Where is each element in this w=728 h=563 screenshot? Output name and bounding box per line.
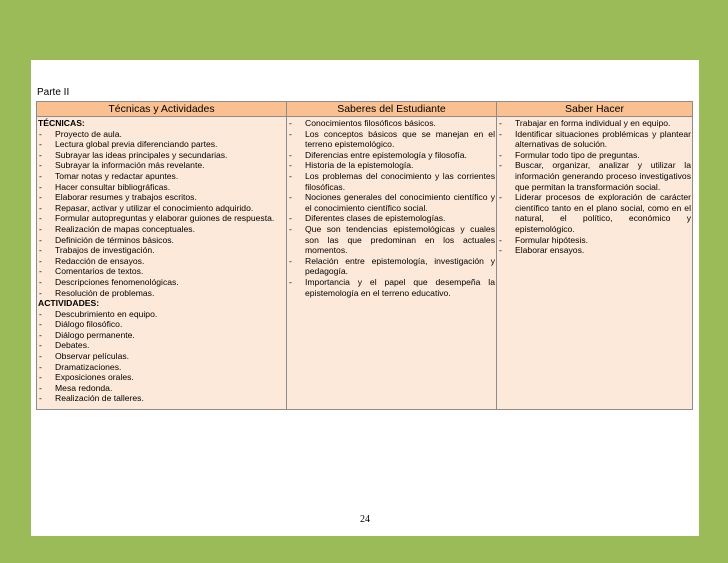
header-saberes: Saberes del Estudiante <box>287 102 497 117</box>
list-item <box>498 192 691 234</box>
bullet-dash: - <box>39 372 42 383</box>
bullet-dash: - <box>289 255 292 266</box>
bullet-dash: - <box>39 319 42 330</box>
list-item-text: Observar películas. <box>55 351 130 362</box>
bullet-dash: - <box>39 361 42 372</box>
list-item <box>498 150 691 161</box>
list-item-text: Los problemas del conocimiento y las corrientes filosóficas. <box>305 170 495 192</box>
list-item <box>288 160 495 171</box>
bullet-dash: - <box>39 202 42 213</box>
bullet-dash: - <box>39 128 42 139</box>
list-item <box>38 393 285 404</box>
bullet-dash: - <box>39 276 42 287</box>
list-item <box>498 129 691 150</box>
list-item-text: Elaborar resumes y trabajos escritos. <box>55 192 197 203</box>
bullet-dash: - <box>499 160 502 171</box>
competencies-table <box>36 101 693 410</box>
bullet-dash: - <box>39 234 42 245</box>
list-item <box>38 288 285 299</box>
list-item-text: Mesa redonda. <box>55 382 113 393</box>
bullet-dash: - <box>499 118 502 128</box>
list-item <box>38 256 285 267</box>
tecnicas-list <box>38 129 285 299</box>
list-item-text: Identificar situaciones problémicas y plantear alternativas de solución. <box>515 128 691 150</box>
list-item-text: Descubrimiento en equipo. <box>55 308 158 319</box>
bullet-dash: - <box>289 192 292 203</box>
list-item <box>288 213 495 224</box>
list-item-text: Resolución de problemas. <box>55 287 155 298</box>
list-item <box>38 139 285 150</box>
list-item <box>38 192 285 203</box>
list-item <box>38 213 285 224</box>
list-item <box>38 203 285 214</box>
bullet-dash: - <box>289 128 292 139</box>
bullet-dash: - <box>289 149 292 160</box>
list-item <box>38 150 285 161</box>
saber-hacer-cell <box>497 117 693 410</box>
tecnicas-label: TÉCNICAS: <box>38 118 85 128</box>
list-item <box>38 330 285 341</box>
header-tecnicas: Técnicas y Actividades <box>37 102 287 117</box>
list-item-text: Diálogo permanente. <box>55 329 135 340</box>
bullet-dash: - <box>39 329 42 340</box>
list-item-text: Liderar procesos de exploración de carácter científico tanto en el plano social, como en el natural, el político, económico y epistemológico. <box>515 192 691 234</box>
bullet-dash: - <box>39 245 42 256</box>
bullet-dash: - <box>499 245 502 256</box>
list-item-text: Elaborar ensayos. <box>515 245 585 256</box>
saber-hacer-list <box>498 118 691 256</box>
list-item-text: Importancia y el papel que desempeña la epistemología en el terreno educativo. <box>305 276 495 298</box>
bullet-dash: - <box>289 170 292 181</box>
bullet-dash: - <box>39 287 42 298</box>
actividades-label: ACTIVIDADES: <box>38 298 100 309</box>
bullet-dash: - <box>289 118 292 128</box>
list-item <box>38 235 285 246</box>
bullet-dash: - <box>499 234 502 245</box>
bullet-dash: - <box>39 382 42 393</box>
bullet-dash: - <box>499 192 502 203</box>
list-item-text: Diferentes clases de epistemologías. <box>305 213 446 224</box>
list-item <box>38 182 285 193</box>
bullet-dash: - <box>39 139 42 150</box>
list-item <box>38 171 285 182</box>
document-page <box>31 60 699 536</box>
list-item-text: Nociones generales del conocimiento científico y el conocimiento científico social. <box>305 192 495 213</box>
list-item <box>498 118 691 129</box>
list-item <box>288 256 495 277</box>
list-item-text: Realización de mapas conceptuales. <box>55 223 195 234</box>
list-item-text: Diferencias entre epistemología y filosofía. <box>305 149 467 160</box>
list-item-text: Realización de talleres. <box>55 393 144 404</box>
list-item-text: Lectura global previa diferenciando partes. <box>55 139 218 150</box>
bullet-dash: - <box>39 308 42 319</box>
list-item-text: Conocimientos filosóficos básicos. <box>305 118 436 128</box>
list-item-text: Dramatizaciones. <box>55 361 122 372</box>
list-item <box>38 245 285 256</box>
list-item <box>38 309 285 320</box>
page-number: 24 <box>360 514 370 525</box>
header-saber-hacer: Saber Hacer <box>497 102 693 117</box>
list-item-text: Formular todo tipo de preguntas. <box>515 149 640 160</box>
list-item-text: Relación entre epistemología, investigación y pedagogía. <box>305 255 495 277</box>
list-item <box>288 129 495 150</box>
bullet-dash: - <box>39 351 42 362</box>
bullet-dash: - <box>39 340 42 351</box>
list-item-text: Los conceptos básicos que se manejan en el terreno epistemológico. <box>305 128 495 150</box>
table-body-row <box>37 117 693 410</box>
list-item <box>38 362 285 373</box>
list-item <box>38 383 285 394</box>
bullet-dash: - <box>39 192 42 203</box>
list-item-text: Hacer consultar bibliográficas. <box>55 181 171 192</box>
tecnicas-cell <box>37 117 287 410</box>
saberes-cell <box>287 117 497 410</box>
list-item <box>38 129 285 140</box>
list-item <box>498 245 691 256</box>
bullet-dash: - <box>39 149 42 160</box>
bullet-dash: - <box>39 393 42 404</box>
bullet-dash: - <box>39 181 42 192</box>
list-item-text: Subrayar las ideas principales y secundarias. <box>55 149 228 160</box>
list-item-text: Diálogo filosófico. <box>55 319 123 330</box>
list-item-text: Proyecto de aula. <box>55 128 122 139</box>
list-item <box>38 266 285 277</box>
list-item-text: Repasar, activar y utilizar el conocimiento adquirido. <box>55 202 254 213</box>
bullet-dash: - <box>499 128 502 139</box>
bullet-dash: - <box>39 170 42 181</box>
list-item-text: Trabajos de investigación. <box>55 245 155 256</box>
list-item <box>38 340 285 351</box>
list-item-text: Buscar, organizar, analizar y utilizar la información generando proceso investigativos que permitan la transformación social. <box>515 160 691 192</box>
list-item <box>38 319 285 330</box>
list-item <box>288 171 495 192</box>
list-item <box>288 118 495 129</box>
list-item-text: Formular hipótesis. <box>515 234 589 245</box>
list-item <box>288 224 495 256</box>
bullet-dash: - <box>289 276 292 287</box>
list-item <box>498 235 691 246</box>
list-item-text: Trabajar en forma individual y en equipo. <box>515 118 671 128</box>
list-item-text: Historia de la epistemología. <box>305 160 414 171</box>
list-item-text: Debates. <box>55 340 90 351</box>
list-item-text: Tomar notas y redactar apuntes. <box>55 170 179 181</box>
list-item-text: Formular autopreguntas y elaborar guiones de respuesta. <box>55 213 275 224</box>
bullet-dash: - <box>499 149 502 160</box>
list-item <box>38 351 285 362</box>
list-item-text: Subrayar la información más revelante. <box>55 160 205 171</box>
list-item-text: Definición de términos básicos. <box>55 234 174 245</box>
list-item <box>288 192 495 213</box>
list-item <box>38 224 285 235</box>
part-title: Parte II <box>37 87 70 98</box>
saberes-list <box>288 118 495 298</box>
bullet-dash: - <box>39 160 42 171</box>
list-item <box>38 160 285 171</box>
bullet-dash: - <box>39 266 42 277</box>
list-item <box>38 372 285 383</box>
table-header-row <box>37 102 693 117</box>
actividades-list <box>38 309 285 404</box>
list-item <box>38 277 285 288</box>
bullet-dash: - <box>39 213 42 224</box>
list-item <box>288 150 495 161</box>
list-item <box>498 160 691 192</box>
bullet-dash: - <box>39 223 42 234</box>
bullet-dash: - <box>289 223 292 234</box>
list-item-text: Comentarios de textos. <box>55 266 144 277</box>
bullet-dash: - <box>39 255 42 266</box>
list-item-text: Que son tendencias epistemológicas y cuales son las que predominan en los actuales momentos. <box>305 223 495 256</box>
list-item-text: Redacción de ensayos. <box>55 255 145 266</box>
list-item <box>288 277 495 298</box>
list-item-text: Descripciones fenomenológicas. <box>55 276 179 287</box>
list-item-text: Exposiciones orales. <box>55 372 134 383</box>
bullet-dash: - <box>289 213 292 224</box>
bullet-dash: - <box>289 160 292 171</box>
